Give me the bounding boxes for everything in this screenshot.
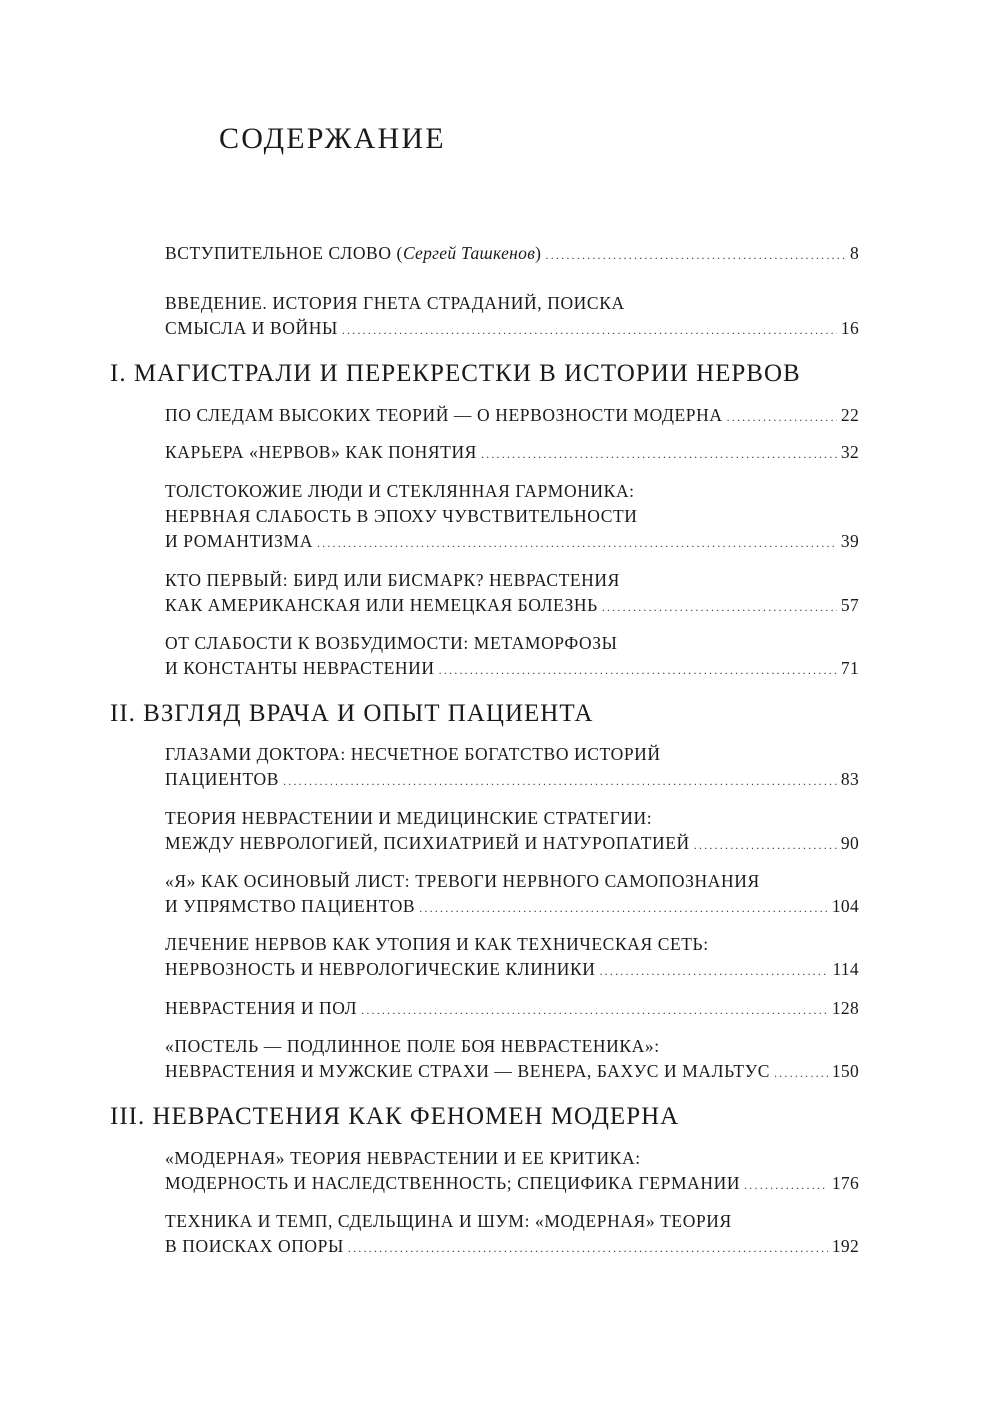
dot-leader	[727, 405, 837, 430]
page-number: 71	[840, 658, 859, 678]
page-number: 8	[849, 243, 859, 263]
entry-title-line: ПО СЛЕДАМ ВЫСОКИХ ТЕОРИЙ — О НЕРВОЗНОСТИ МОДЕРНА	[165, 405, 723, 425]
entry-title-line: НЕВРАСТЕНИЯ И ПОЛ	[165, 998, 358, 1018]
entry-title-line: ТЕХНИКА И ТЕМП, СДЕЛЬЩИНА И ШУМ: «МОДЕРНАЯ» ТЕОРИЯ	[165, 1211, 732, 1231]
page-number: 57	[840, 595, 859, 615]
entry-title-line: ОТ СЛАБОСТИ К ВОЗБУДИМОСТИ: МЕТАМОРФОЗЫ	[165, 633, 618, 653]
page-number: 32	[840, 442, 859, 462]
toc-entry[interactable]	[165, 479, 859, 556]
entry-title-line: ТОЛСТОКОЖИЕ ЛЮДИ И СТЕКЛЯННАЯ ГАРМОНИКА:	[165, 481, 635, 501]
toc-entry[interactable]	[165, 806, 859, 858]
page-number: 22	[840, 405, 859, 425]
page-number: 16	[840, 318, 859, 338]
entry-title-line: КАК АМЕРИКАНСКАЯ ИЛИ НЕМЕЦКАЯ БОЛЕЗНЬ	[165, 595, 598, 615]
page-number: 90	[840, 833, 859, 853]
dot-leader	[342, 318, 837, 343]
dot-leader	[419, 896, 828, 921]
dot-leader	[317, 531, 837, 556]
toc-entry-foreword[interactable]	[165, 241, 859, 268]
entry-author: Сергей Ташкенов	[402, 243, 536, 263]
section-heading-2[interactable]: II. ВЗГЛЯД ВРАЧА И ОПЫТ ПАЦИЕНТА	[110, 700, 594, 727]
dot-leader	[602, 595, 837, 620]
dot-leader	[348, 1236, 828, 1261]
dot-leader	[439, 658, 837, 683]
entry-title-line: КАРЬЕРА «НЕРВОВ» КАК ПОНЯТИЯ	[165, 442, 477, 462]
page-number: 39	[840, 531, 859, 551]
entry-title-line: ЛЕЧЕНИЕ НЕРВОВ КАК УТОПИЯ И КАК ТЕХНИЧЕСКАЯ СЕТЬ:	[165, 934, 709, 954]
entry-title-line: ГЛАЗАМИ ДОКТОРА: НЕСЧЕТНОЕ БОГАТСТВО ИСТОРИЙ	[165, 744, 661, 764]
entry-title-line: И КОНСТАНТЫ НЕВРАСТЕНИИ	[165, 658, 435, 678]
dot-leader	[361, 998, 828, 1023]
dot-leader	[774, 1061, 828, 1086]
page-number: 114	[832, 959, 859, 979]
entry-title: ВСТУПИТЕЛЬНОЕ СЛОВО (Сергей Ташкенов)	[165, 243, 542, 263]
entry-title-line: НЕРВНАЯ СЛАБОСТЬ В ЭПОХУ ЧУВСТВИТЕЛЬНОСТИ	[165, 506, 638, 526]
entry-title-line: ПАЦИЕНТОВ	[165, 769, 280, 789]
toc-entry-introduction[interactable]	[165, 291, 859, 343]
page-number: 176	[831, 1173, 859, 1193]
dot-leader	[599, 959, 828, 984]
entry-title-line: «ПОСТЕЛЬ — ПОДЛИННОЕ ПОЛЕ БОЯ НЕВРАСТЕНИКА»:	[165, 1036, 660, 1056]
page-number: 128	[831, 998, 859, 1018]
entry-title-line: И РОМАНТИЗМА	[165, 531, 313, 551]
entry-title-line: ТЕОРИЯ НЕВРАСТЕНИИ И МЕДИЦИНСКИЕ СТРАТЕГИИ:	[165, 808, 653, 828]
page-number: 104	[831, 896, 859, 916]
entry-title-line: НЕРВОЗНОСТЬ И НЕВРОЛОГИЧЕСКИЕ КЛИНИКИ	[165, 959, 596, 979]
entry-title-line: СМЫСЛА И ВОЙНЫ	[165, 318, 338, 338]
toc-entry[interactable]	[165, 742, 859, 794]
toc-entry[interactable]	[165, 403, 859, 430]
dot-leader	[283, 769, 837, 794]
entry-title-line: И УПРЯМСТВО ПАЦИЕНТОВ	[165, 896, 416, 916]
page-number: 150	[831, 1061, 859, 1081]
dot-leader	[694, 833, 837, 858]
section-heading-1[interactable]: I. МАГИСТРАЛИ И ПЕРЕКРЕСТКИ В ИСТОРИИ НЕРВОВ	[110, 360, 801, 387]
dot-leader	[546, 243, 846, 268]
entry-title-line: НЕВРАСТЕНИЯ И МУЖСКИЕ СТРАХИ — ВЕНЕРА, БАХУС И МАЛЬТУС	[165, 1061, 770, 1081]
toc-entry[interactable]	[165, 1034, 859, 1086]
dot-leader	[744, 1173, 828, 1198]
toc-entry[interactable]	[165, 1146, 859, 1198]
entry-title-line: КТО ПЕРВЫЙ: БИРД ИЛИ БИСМАРК? НЕВРАСТЕНИЯ	[165, 570, 620, 590]
toc-entry[interactable]	[165, 440, 859, 467]
entry-title-line: «Я» КАК ОСИНОВЫЙ ЛИСТ: ТРЕВОГИ НЕРВНОГО САМОПОЗНАНИЯ	[165, 871, 760, 891]
entry-title-line: В ПОИСКАХ ОПОРЫ	[165, 1236, 344, 1256]
dot-leader	[481, 442, 837, 467]
page-title: СОДЕРЖАНИЕ	[219, 122, 446, 155]
toc-entry[interactable]	[165, 1209, 859, 1261]
toc-entry[interactable]	[165, 568, 859, 620]
toc-entry[interactable]	[165, 631, 859, 683]
page-number: 83	[840, 769, 859, 789]
entry-title-line: МЕЖДУ НЕВРОЛОГИЕЙ, ПСИХИАТРИЕЙ И НАТУРОПАТИЕЙ	[165, 833, 690, 853]
section-heading-3[interactable]: III. НЕВРАСТЕНИЯ КАК ФЕНОМЕН МОДЕРНА	[110, 1103, 680, 1130]
entry-title-line: МОДЕРНОСТЬ И НАСЛЕДСТВЕННОСТЬ; СПЕЦИФИКА ГЕРМАНИИ	[165, 1173, 741, 1193]
toc-entry[interactable]	[165, 996, 859, 1023]
entry-title-line: «МОДЕРНАЯ» ТЕОРИЯ НЕВРАСТЕНИИ И ЕЕ КРИТИКА:	[165, 1148, 641, 1168]
entry-title-line: ВВЕДЕНИЕ. ИСТОРИЯ ГНЕТА СТРАДАНИЙ, ПОИСКА	[165, 293, 625, 313]
toc-entry[interactable]	[165, 932, 859, 984]
toc-entry[interactable]	[165, 869, 859, 921]
page-number: 192	[831, 1236, 859, 1256]
